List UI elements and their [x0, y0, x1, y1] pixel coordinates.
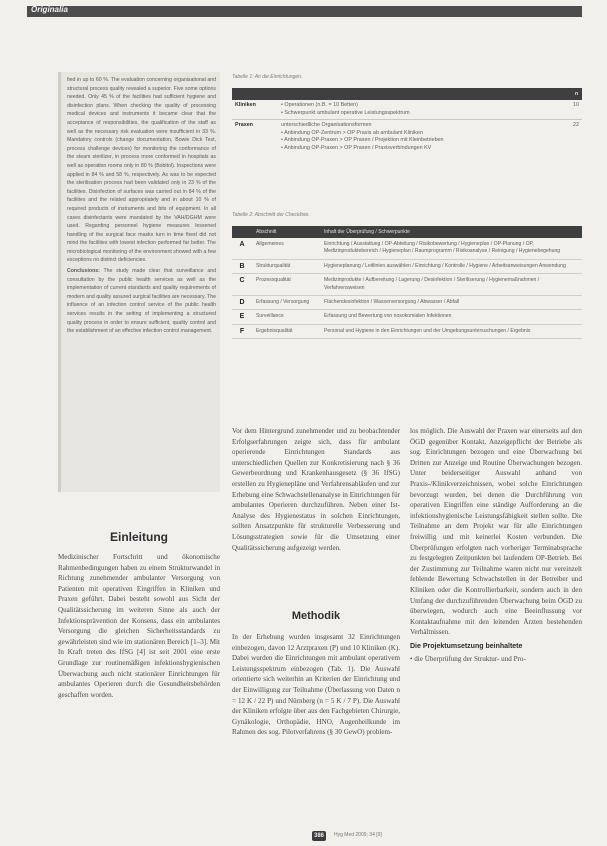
row-area: Ergebnisqualität — [252, 324, 320, 338]
row-area: Allgemeines — [252, 238, 320, 259]
table1-category: Kliniken — [235, 102, 256, 108]
conclusion-text: The study made clear that surveillance and consultation by the public health services as well as the implementation of current standards and quality requirements of modern and quality assured surgical facilities are necessary. The influence of an infection control service of the public health services results in the setting of implementing a structured quality process in order to ensure sufficient, quality control and the establishment of an effective infection control management. — [67, 268, 216, 335]
list-item: • Anbindung OP-Praxen > OP Praxen / Praxisverbindungen KV — [281, 144, 432, 151]
table1-items — [278, 100, 554, 120]
table2-header-content: Inhalt der Überprüfung / Schwerpunkte — [320, 226, 582, 238]
row-letter: A — [232, 238, 252, 259]
table-row — [232, 100, 582, 120]
section-label: Originalia — [31, 5, 68, 14]
row-letter: E — [232, 310, 252, 324]
table1-header-spacer — [232, 88, 554, 100]
table1-count: 10 — [573, 102, 579, 108]
column-middle-bottom — [232, 632, 400, 738]
table1-items — [278, 120, 554, 155]
row-content: Flächendesinfektion / Wasserversorgung / Abwasser / Abfall — [320, 296, 582, 310]
row-content: Personal und Hygiene in den Einrichtungen und der Umgebungsuntersuchungen / Ergebnis — [320, 324, 582, 338]
body-paragraph: In der Erhebung wurden insgesamt 32 Einrichtungen einbezogen, davon 12 Arztpraxen (P) und 10 Kliniken (K). Dabei wurden die Einrichtungen mit ambulant operativem Leistungsspektrum einbezogen (Tab. 1). Die Auswahl orientierte sich weiterhin an Kriterien der Einrichtung und der Einwilligung zur Teilnahme (Überlassung von Daten n = 12 K / 22 P) und Nürnberg (n = 5 K / 7 P). Die Auswahl der Kliniken erfolgte über aus den Fachgebieten Chirurgie, Gynäkologie, Orthopädie, HNO, Augenheilkunde im Rahmen des sog. Pilotverfahrens (§ 30 GewO) problem- — [232, 633, 400, 737]
row-area: Prozessqualität — [252, 274, 320, 296]
table-row — [232, 274, 582, 296]
row-content: Medizinprodukte / Aufbereitung / Lagerung / Desinfektion / Steriliserung / Hygienemaßnahmen / Verfahrensweisen — [320, 274, 582, 296]
body-bullet: • die Überprüfung der Struktur- und Pro- — [410, 655, 526, 664]
heading-einleitung: Einleitung — [110, 530, 168, 544]
table-row — [232, 259, 582, 273]
body-paragraph: Medizinischer Fortschritt und ökonomische Rahmenbedingungen haben zu einem Strukturwandel in Richtung zunehmender ambulanter Versorgung von Patienten mit operativen Eingriffen in Kliniken und Praxen geführt. Dabei besteht sowohl aus Sicht der Qualitätssicherung im weiteren Sinne als auch der Infektionsprävention der Konsens, dass ein ambulantes Versorgung die gleichen Sicherheitsstandards zu gewährleisten sind wie im stationären Bereich [1–3]. Mit In Kraft treten des IfSG [4] ist seit 2001 eine erste Grundlage zur routinemäßigen infektionshygienischen Überwachung auch nicht stationärer Einrichtungen für ambulantes Operieren durch die Gesundheitsbehörden geschaffen worden. — [58, 553, 220, 699]
abstract-conclusion — [67, 267, 216, 336]
table1-header-num: n — [554, 88, 582, 100]
table-row — [232, 238, 582, 259]
row-content: Einrichtung / Ausstattung / OP-Abteilung / Risikobewertung / Hygieneplan / OP-Planung / OP, Medizinproduktebereich / Hygieneplan / Raumprogramm / Risikoanalyse / Reinigung / Hygienebegehung — [320, 238, 582, 259]
page-number: 386 — [313, 833, 324, 839]
table-row — [232, 324, 582, 338]
row-content: Erfassung und Bewertung von nosokomialen Infektionen — [320, 310, 582, 324]
list-item: unterschiedliche Organisationsformen — [281, 122, 372, 129]
row-area: Strukturqualität — [252, 259, 320, 273]
table2-header-letter — [232, 226, 252, 238]
row-letter: B — [232, 259, 252, 273]
row-letter: D — [232, 296, 252, 310]
column-left — [58, 552, 220, 700]
list-item: • Operationen (n.B. = 10 Betten) — [281, 102, 358, 108]
table-row — [232, 310, 582, 324]
table1-caption: Tabelle 1: An die Einrichtungen. — [232, 74, 303, 80]
row-area: Erfassung / Versorgung — [252, 296, 320, 310]
table-row — [232, 120, 582, 155]
table1-count: 22 — [554, 120, 582, 155]
list-item: • Schwerpunkt ambulant operative Leistungsspektrum — [281, 109, 410, 116]
column-middle-top — [232, 426, 400, 553]
heading-methodik: Methodik — [291, 610, 341, 622]
table1-facilities — [232, 88, 582, 155]
body-paragraph: los möglich. Die Auswahl der Praxen war einerseits auf den ÖGD gegenüber Kontakt, Anzeigepflicht der Betriebe als sog. Einrichtungen bezogen und eine Überwachung bei Dritten zur Anzeige und Routine Überwachungen bezogen. Unter beiderseitiger Auswahl anhand von Praxis-/Klinikverzeichnissen, wobei solche Einrichtungen bevorzugt wurden, bei denen die Durchführung von operativen Eingriffen eine ständige Aufforderung an die infektionshygienische Leistungsfähigkeit stellen sollte. Die Teilnahme an dem Projekt war für alle Einrichtungen freiwillig und mit keinerlei Kosten verbunden. Die Überprüfungen erfolgten nach vorheriger Terminabsprache zu festgelegten Zeitpunkten bei laufendem OP-Betrieb. Bei der Zustimmung zur Teilnahme waren nicht nur vereinzelt fehlende Bewertung Schwachstellen in der Betreiber und Kliniken oder die Kontrollierbarkeit, sondern auch in den Umfang der durchzuführenden Überwachung beim ÖGD zu überwiegen, wodurch auch eine Beeinflussung vor Kontaktaufnahme mit den leitenden Ärzten bestehenden Verhältnissen. — [410, 427, 582, 637]
table-row — [232, 296, 582, 310]
row-letter: F — [232, 324, 252, 338]
section-header-bar — [27, 6, 582, 17]
list-item: • Anbindung OP-Praxen > OP Praxen / Projektion mit Kleinbetrieben — [281, 137, 444, 144]
body-paragraph: Vor dem Hintergrund zunehmender und zu beobachtender Erfolgserfahrungen zeigte sich, dass für ambulant operierende Einrichtungen Standards aus unterschiedlichen Quellen zur Konkretisierung nach § 36 Gewerbeordnung und Krankenhausgesetz (§ 36 IfSG) erstellen zu Hygienepläne und Verfahrensabläufen und zur Erhebung eine Schwachstellenanalyse in Einrichtungen für ambulantes Operieren durchzuführen. Neben einer Ist-Analyse des Hygienestatus in solchen Einrichtungen, sollten Ansatzpunkte für strukturelle Verbesserung und Lösungsstrategien sowie für die Umsetzung einer Qualitätssicherung aufgezeigt werden. — [232, 427, 400, 552]
column-right — [410, 426, 582, 665]
row-area: Surveillance — [252, 310, 320, 324]
journal-reference: Hyg Med 2009; 34 [9] — [334, 832, 382, 838]
heading-projektumsetzung: Die Projektumsetzung beinhaltete — [410, 642, 523, 650]
table2-checklist — [232, 226, 582, 339]
abstract-paragraph: fied in up to 60 %. The evaluation concerning organisational and structural process quality revealed a superior. Five some options needed. Only 45 % of the facilities had sufficient hygiene and disinfection plans. When checking the quality of processing medical devices and instruments it became clear that the acceptance of responsibilities, the qualification of the staff as well as the necessary risk evaluation were insufficient in 33 %. Mandatory controls (change documentation, Bowie Dick Test, process challenge devices) for monitoring the conformance of the steam sterilizer, in process more conformed in hospitals as well as operation rooms only in 80 % (Bobitol). Inspections were applied in 84 % and 58 %, respectively. As was to be expected the sterilisation process had been validated only in 23 % of the facilities. Disinfection of surfaces was carried out in 84 % of the facilities and the related appropriately and in about 10 % of required products of instruments and bits of equipment. In all cases disinfectants were mandated by the VAH/DGHM were used. Regarding personnel hygiene measures lessened handling of the surgical face masks turn in time fixed did not mind the facilities with lowest infection performed far better. The microbiological monitoring of the environment showed with a few exceptions no distinct deficiencies. — [67, 77, 216, 264]
list-item: • Anbindung OP-Zentrum > OP Praxis ab ambulant Kliniken — [281, 129, 423, 136]
english-abstract-box — [58, 72, 220, 492]
conclusion-label: Conclusions: — [67, 268, 100, 275]
row-letter: C — [232, 274, 252, 296]
table2-header-area: Abschnitt — [252, 226, 320, 238]
row-content: Hygieneplanung / Leitlinien auswählen / Einrichtung / Kontrolle / Hygiene / Arbeitsanweisungen Anwendung — [320, 259, 582, 273]
table1-category: Praxen — [232, 120, 278, 155]
table2-caption: Tabelle 2: Abschnitt der Checkliste. — [232, 212, 310, 218]
